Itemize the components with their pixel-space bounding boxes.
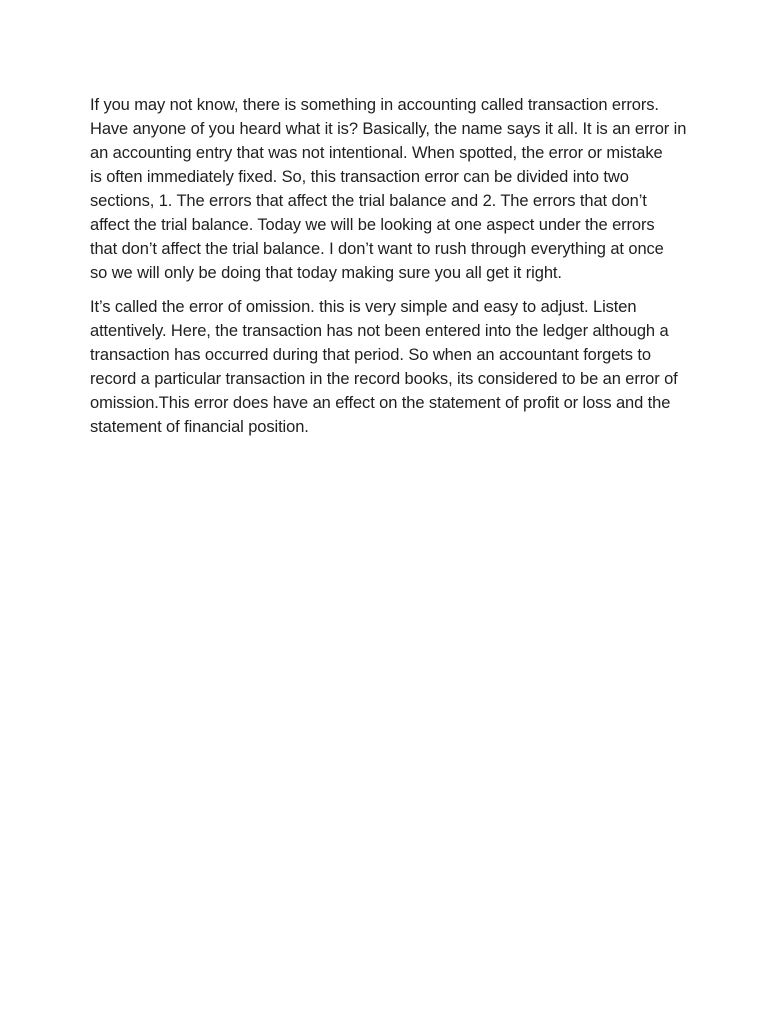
paragraph-line: Have anyone of you heard what it is? Basically, the name says it all. It is an error in	[90, 120, 687, 138]
paragraph-line: record a particular transaction in the record books, its considered to be an error of	[90, 370, 678, 388]
paragraph-line: so we will only be doing that today making sure you all get it right.	[90, 264, 562, 282]
paragraph-2	[90, 295, 690, 439]
paragraph-line: that don’t affect the trial balance. I don’t want to rush through everything at once	[90, 240, 664, 258]
document-body	[90, 93, 690, 449]
paragraph-line: affect the trial balance. Today we will be looking at one aspect under the errors	[90, 216, 655, 234]
paragraph-line: omission.This error does have an effect on the statement of profit or loss and the	[90, 394, 671, 412]
paragraph-line: statement of financial position.	[90, 418, 309, 436]
paragraph-line: transaction has occurred during that period. So when an accountant forgets to	[90, 346, 651, 364]
paragraph-1	[90, 93, 690, 285]
paragraph-line: an accounting entry that was not intentional. When spotted, the error or mistake	[90, 144, 663, 162]
paragraph-line: sections, 1. The errors that affect the trial balance and 2. The errors that don’t	[90, 192, 647, 210]
paragraph-line: If you may not know, there is something in accounting called transaction errors.	[90, 96, 659, 114]
paragraph-line: It’s called the error of omission. this is very simple and easy to adjust. Listen	[90, 298, 637, 316]
paragraph-line: attentively. Here, the transaction has not been entered into the ledger although a	[90, 322, 669, 340]
paragraph-line: is often immediately fixed. So, this transaction error can be divided into two	[90, 168, 629, 186]
